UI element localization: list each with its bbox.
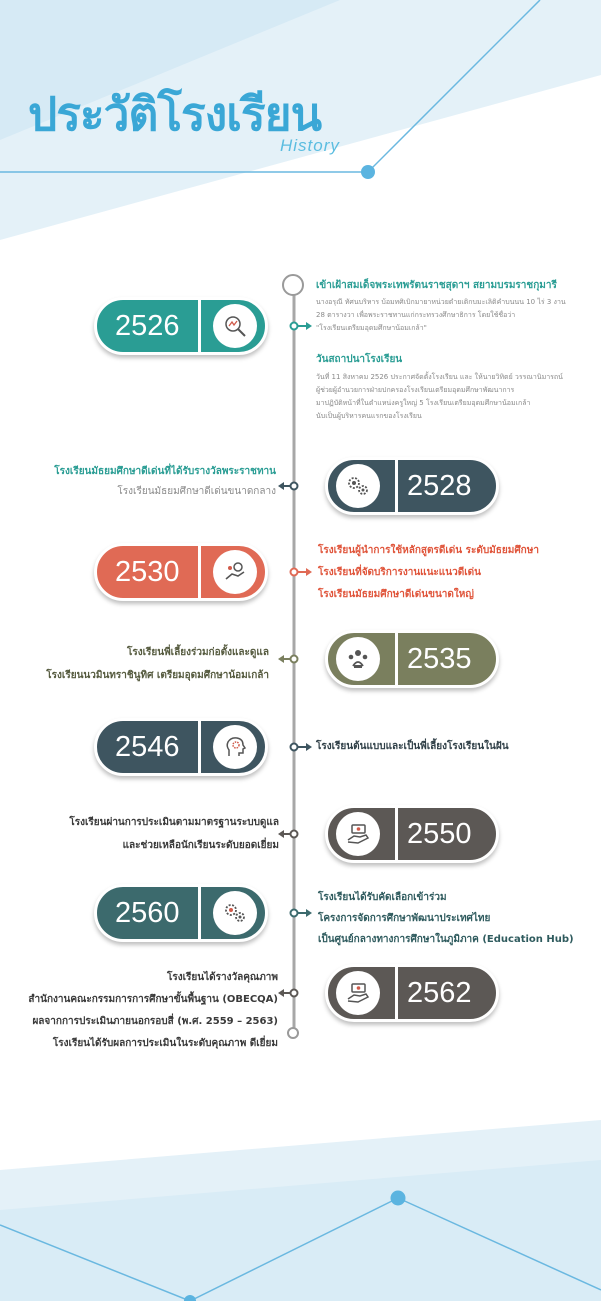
event-line: โรงเรียนนวมินทราชินูทิศ เตรียมอุดมศึกษาน้อมเกล้า	[46, 670, 269, 681]
team-icon	[336, 637, 380, 681]
money-hand-icon	[336, 971, 380, 1015]
pill-divider	[198, 300, 201, 352]
year-label: 2546	[115, 731, 180, 763]
description-line: 28 ตารางวา เพื่อพระราชทานแก่กระทรวงศึกษาธิการ โดยใช้ชื่อว่า	[316, 311, 516, 319]
event-text	[54, 462, 276, 502]
event-line: โรงเรียนมัธยมศึกษาดีเด่นขนาดกลาง	[117, 486, 276, 497]
gears-icon	[213, 891, 257, 935]
year-label: 2528	[407, 470, 472, 502]
event-line: โรงเรียนได้รับผลการประเมินในระดับคุณภาพ ดีเยี่ยม	[52, 1038, 278, 1049]
year-pill-2526	[94, 297, 268, 355]
magnifier-chart-icon	[213, 304, 257, 348]
year-label: 2550	[407, 818, 472, 850]
page-subtitle: History	[280, 136, 340, 155]
description-line: วันที่ 11 สิงหาคม 2526 ประกาศจัดตั้งโรงเรียน และ ให้นายวิทิตย์ วรรณานิมารถน์	[316, 373, 563, 381]
event-line: โรงเรียนต้นแบบและเป็นพี่เลี้ยงโรงเรียนในฝัน	[316, 741, 509, 752]
event-description	[316, 296, 566, 335]
year-pill-2530	[94, 543, 268, 601]
event-line: และช่วยเหลือนักเรียนระดับยอดเยี่ยม	[122, 840, 279, 851]
pill-divider	[395, 808, 398, 860]
year-label: 2560	[115, 897, 180, 929]
year-pill-2550	[325, 805, 499, 863]
pill-divider	[395, 967, 398, 1019]
event-line: โรงเรียนผ่านการประเมินตามมาตรฐานระบบดูแล	[69, 817, 279, 828]
year-pill-2535	[325, 630, 499, 688]
event-heading: เข้าเฝ้าสมเด็จพระเทพรัตนราชสุดาฯ สยามบรมราชกุมารี	[316, 280, 557, 291]
event-text	[318, 887, 574, 950]
event-text	[318, 540, 539, 606]
money-hand-icon	[336, 812, 380, 856]
pill-divider	[395, 460, 398, 512]
event-line: สำนักงานคณะกรรมการการศึกษาขั้นพื้นฐาน (OBECQA)	[28, 994, 278, 1005]
pill-divider	[395, 633, 398, 685]
hand-coins-icon	[213, 550, 257, 594]
year-label: 2530	[115, 556, 180, 588]
event-line: โรงเรียนพี่เลี้ยงร่วมก่อตั้งและดูแล	[126, 647, 269, 658]
year-pill-2528	[325, 457, 499, 515]
event-description	[316, 371, 563, 423]
description-line: นับเป็นผู้บริหารคนแรกของโรงเรียน	[316, 412, 422, 420]
description-line: นางอรุณี ทัศนบริหาร บ้อมทศิเบิกมายาหน่วยตำยเติกบมะเลิติคำบนนน 10 ไร่ 3 งาน	[316, 298, 566, 306]
page-title: ประวัติโรงเรียน	[28, 87, 322, 141]
event-text	[46, 641, 269, 687]
event-line: ผลจากการประเมินภายนอกรอบสี่ (พ.ศ. 2559 – 2563)	[32, 1016, 278, 1027]
description-line: ผู้ช่วยผู้อำนวยการฝ่ายปกครองโรงเรียนเตรียมอุดมศึกษาพัฒนาการ	[316, 386, 515, 394]
event-line: เป็นศูนย์กลางทางการศึกษาในภูมิภาค (Education Hub)	[318, 934, 574, 945]
year-pill-2562	[325, 964, 499, 1022]
event-heading: วันสถาปนาโรงเรียน	[316, 354, 403, 365]
year-label: 2562	[407, 977, 472, 1009]
event-line: โครงการจัดการศึกษาพัฒนาประเทศไทย	[318, 913, 491, 924]
event-line: โรงเรียนผู้นำการใช้หลักสูตรดีเด่น ระดับมัธยมศึกษา	[318, 545, 539, 556]
event-line: โรงเรียนได้รางวัลคุณภาพ	[166, 972, 278, 983]
event-line: โรงเรียนที่จัดบริการงานแนะแนวดีเด่น	[318, 567, 481, 578]
pill-divider	[198, 546, 201, 598]
year-label: 2535	[407, 643, 472, 675]
gears-icon	[336, 464, 380, 508]
year-pill-2560	[94, 884, 268, 942]
event-line: โรงเรียนได้รับคัดเลือกเข้าร่วม	[318, 892, 447, 903]
event-text	[69, 811, 279, 857]
event-line: โรงเรียนมัธยมศึกษาดีเด่นที่ได้รับรางวัลพระราชทาน	[54, 466, 276, 477]
description-line: "โรงเรียนเตรียมอุดมศึกษาน้อมเกล้า"	[316, 324, 427, 332]
description-line: มาปฏิบัติหน้าที่ในตำแหน่งครูใหญ่ 5 โรงเรียนเตรียมอุดมศึกษาน้อมเกล้า	[316, 399, 531, 407]
head-gear-icon	[213, 725, 257, 769]
year-pill-2546	[94, 718, 268, 776]
pill-divider	[198, 721, 201, 773]
pill-divider	[198, 887, 201, 939]
year-label: 2526	[115, 310, 180, 342]
event-text	[28, 967, 278, 1055]
event-line: โรงเรียนมัธยมศึกษาดีเด่นขนาดใหญ่	[318, 589, 474, 600]
